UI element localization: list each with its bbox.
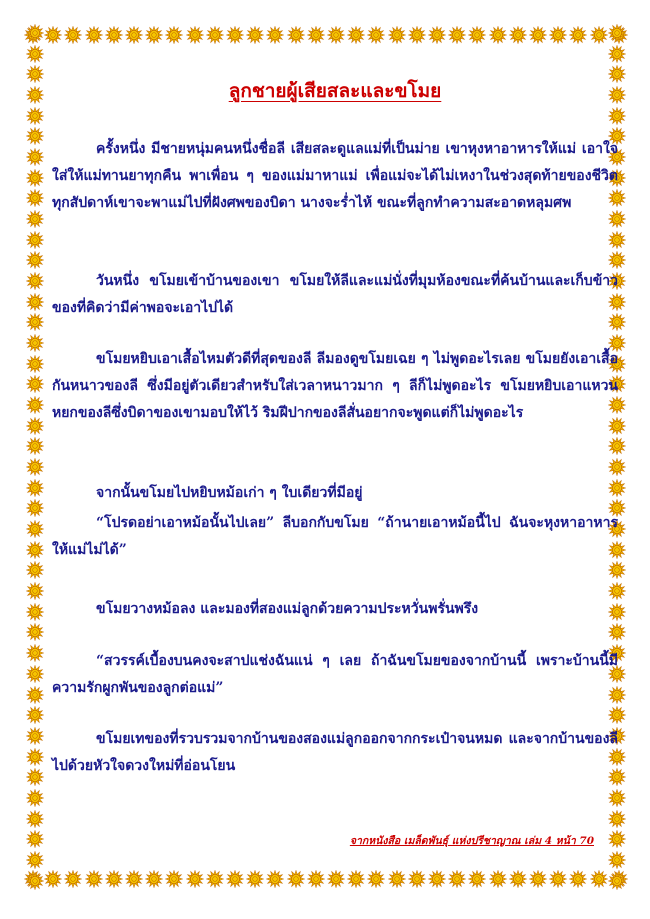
sun-flower-icon [246,870,264,888]
sun-flower-icon [307,870,325,888]
sun-flower-icon [367,26,385,44]
paragraph-8: ขโมยเทของที่รวบรวมจากบ้านของสองแม่ลูกออกจากกระเป๋าจนหมด และจากบ้านของลีไปด้วยหัวใจดวงใหม่ที่อ่อนโยน [52,731,618,774]
sun-flower-icon [44,26,62,44]
sun-flower-icon [26,499,44,517]
sun-flower-icon [165,870,183,888]
sun-flower-icon [509,870,527,888]
sun-flower-icon [26,706,44,724]
sun-flower-icon [590,870,608,888]
paragraph-7: “สวรรค์เบื้องบนคงจะสาปแช่งฉันแน่ ๆ เลย ถ้าฉันขโมยของจากบ้านนี้ เพราะบ้านนี้มีความรักผูกพันของลูกต่อแม่” [52,653,618,696]
sun-flower-icon [569,870,587,888]
sun-flower-icon [26,86,44,104]
story-title: ลูกชายผู้เสียสละและขโมย [228,80,442,102]
sun-flower-icon [165,26,183,44]
sun-flower-icon [26,561,44,579]
sun-flower-icon [549,26,567,44]
sun-flower-icon [26,644,44,662]
sun-flower-icon [327,870,345,888]
sun-flower-icon [509,26,527,44]
sun-flower-icon [26,603,44,621]
document-body [52,52,618,852]
sun-flower-icon [26,272,44,290]
sun-flower-icon [26,355,44,373]
sun-flower-icon [529,26,547,44]
sun-flower-icon [26,851,44,869]
sun-flower-icon [608,24,626,42]
sun-flower-icon [26,231,44,249]
sun-flower-icon [327,26,345,44]
sun-flower-icon [26,810,44,828]
sun-flower-icon [468,26,486,44]
sun-flower-icon [206,870,224,888]
sun-flower-icon [489,26,507,44]
sun-flower-icon [26,727,44,745]
paragraph-1: ครั้งหนึ่ง มีชายหนุ่มคนหนึ่งชื่อลี เสียสละดูแลแม่ที่เป็นม่าย เขาหุงหาอาหารให้แม่ เอาใจใส่ให้แม่ทานยาทุกคืน พาเพื่อน ๆ ของแม่มาหาแม่ เพื่อแม่จะได้ไม่เหงาในช่วงสุดท้ายของชีวิต ทุกสัปดาห์เขาจะพาแม่ไปที่ฝังศพของบิดา นางจะร่ำไห้ ขณะที่ลูกทำความสะอาดหลุมศพ [52,141,618,211]
sun-flower-icon [388,26,406,44]
sun-flower-icon [44,870,62,888]
sun-flower-icon [26,665,44,683]
sun-flower-icon [549,870,567,888]
sun-flower-icon [64,870,82,888]
sun-flower-icon [367,870,385,888]
sun-flower-icon [448,26,466,44]
sun-flower-icon [26,251,44,269]
sun-flower-icon [287,26,305,44]
sun-flower-icon [26,541,44,559]
decorative-border-bottom [24,868,628,890]
sun-flower-icon [26,375,44,393]
sun-flower-icon [428,26,446,44]
sun-flower-icon [408,26,426,44]
sun-flower-icon [307,26,325,44]
sun-flower-icon [529,870,547,888]
sun-flower-icon [347,26,365,44]
sun-flower-icon [26,872,44,890]
sun-flower-icon [468,870,486,888]
sun-flower-icon [26,169,44,187]
sun-flower-icon [26,768,44,786]
sun-flower-icon [388,870,406,888]
sun-flower-icon [145,26,163,44]
sun-flower-icon [206,26,224,44]
sun-flower-icon [489,870,507,888]
sun-flower-icon [608,872,626,890]
sun-flower-icon [26,417,44,435]
sun-flower-icon [266,870,284,888]
sun-flower-icon [26,458,44,476]
paragraph-4: จากนั้นขโมยไปหยิบหม้อเก่า ๆ ใบเดียวที่มีอยู่ [96,485,363,501]
paragraph-6: ขโมยวางหม้อลง และมองที่สองแม่ลูกด้วยความประหวั่นพรั่นพรึง [96,601,479,617]
sun-flower-icon [26,313,44,331]
sun-flower-icon [448,870,466,888]
sun-flower-icon [26,623,44,641]
source-citation: จากหนังสือ เมล็ดพันธุ์ แห่งปรีชาญาณ เล่ม 4 หน้า 70 [349,835,594,847]
paragraph-3: ขโมยหยิบเอาเสื้อไหมตัวดีที่สุดของลี ลีมองดูขโมยเฉย ๆ ไม่พูดอะไรเลย ขโมยยังเอาเสื้อกันหนาวของลี ซึ่งมีอยู่ตัวเดียวสำหรับใส่เวลาหนาวมาก ๆ ลีก็ไม่พูดอะไร ขโมยหยิบเอาแหวนหยกของลีซึ่งบิดาของเขามอบให้ไว้ ริมฝีปากของลีสั่นอยากจะพูดแต่ก็ไม่พูดอะไร [52,351,618,421]
sun-flower-icon [246,26,264,44]
sun-flower-icon [105,26,123,44]
sun-flower-icon [186,26,204,44]
sun-flower-icon [64,26,82,44]
sun-flower-icon [105,870,123,888]
sun-flower-icon [85,26,103,44]
sun-flower-icon [226,870,244,888]
sun-flower-icon [26,789,44,807]
sun-flower-icon [26,210,44,228]
sun-flower-icon [26,520,44,538]
sun-flower-icon [26,582,44,600]
sun-flower-icon [26,148,44,166]
sun-flower-icon [428,870,446,888]
paragraph-2: วันหนึ่ง ขโมยเข้าบ้านของเขา ขโมยให้ลีและแม่นั่งที่มุมห้องขณะที่ค้นบ้านและเก็บข้าวของที่คิดว่ามีค่าพอจะเอาไปได้ [52,273,618,316]
sun-flower-icon [26,334,44,352]
sun-flower-icon [125,870,143,888]
sun-flower-icon [26,107,44,125]
sun-flower-icon [26,127,44,145]
decorative-border-top [24,24,628,46]
sun-flower-icon [408,870,426,888]
decorative-border-left [24,24,46,890]
sun-flower-icon [26,479,44,497]
sun-flower-icon [26,65,44,83]
sun-flower-icon [85,870,103,888]
sun-flower-icon [125,26,143,44]
sun-flower-icon [26,396,44,414]
sun-flower-icon [26,748,44,766]
sun-flower-icon [26,293,44,311]
sun-flower-icon [26,45,44,63]
sun-flower-icon [26,437,44,455]
sun-flower-icon [26,830,44,848]
sun-flower-icon [226,26,244,44]
sun-flower-icon [569,26,587,44]
sun-flower-icon [266,26,284,44]
sun-flower-icon [26,24,44,42]
sun-flower-icon [26,686,44,704]
sun-flower-icon [347,870,365,888]
sun-flower-icon [26,189,44,207]
sun-flower-icon [145,870,163,888]
sun-flower-icon [590,26,608,44]
paragraph-5: “โปรดอย่าเอาหม้อนั้นไปเลย” ลีบอกกับขโมย “ถ้านายเอาหม้อนี้ไป ฉันจะหุงหาอาหารให้แม่ไม่ได้” [52,515,618,558]
sun-flower-icon [287,870,305,888]
sun-flower-icon [186,870,204,888]
sun-flower-icon [608,851,626,869]
